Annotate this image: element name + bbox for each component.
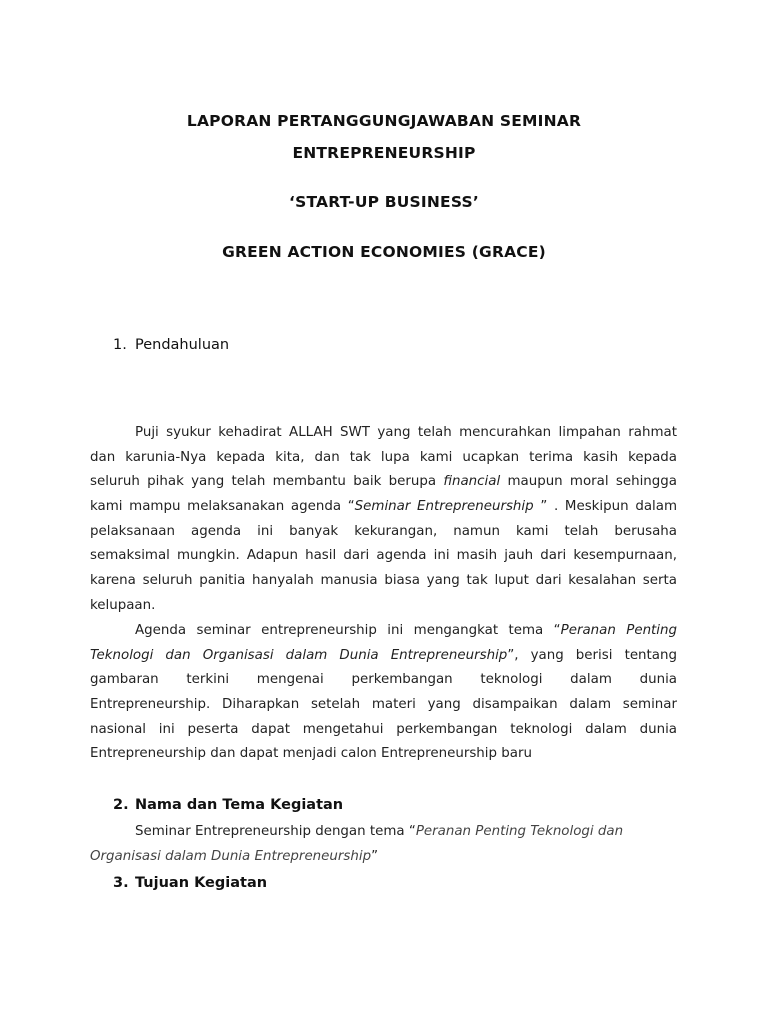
document-title-line-1: LAPORAN PERTANGGUNGJAWABAN SEMINAR bbox=[186, 112, 582, 130]
paragraph-line: Teknologi dan Organisasi dalam Dunia Entrepreneurship”, yang berisi tentang bbox=[90, 647, 677, 663]
section-1-heading bbox=[113, 337, 229, 353]
section-3-heading bbox=[113, 875, 267, 891]
section-2-title: Nama dan Tema Kegiatan bbox=[135, 797, 344, 813]
section-1-title: Pendahuluan bbox=[135, 337, 230, 353]
paragraph-line: karena seluruh panitia hanyalah manusia biasa yang tak luput dari kesalahan serta bbox=[90, 573, 677, 589]
paragraph-line: gambaran terkini mengenai perkembangan teknologi dalam dunia bbox=[90, 672, 677, 688]
organization-title: GREEN ACTION ECONOMIES (GRACE) bbox=[222, 243, 546, 261]
paragraph-line: Organisasi dalam Dunia Entrepreneurship” bbox=[90, 848, 379, 864]
intro-paragraph-2 bbox=[90, 619, 677, 767]
paragraph-line: pelaksanaan agenda ini banyak kekurangan, namun kami telah berusaha bbox=[90, 523, 677, 539]
paragraph-line: Puji syukur kehadirat ALLAH SWT yang telah mencurahkan limpahan rahmat bbox=[135, 425, 677, 440]
paragraph-line: nasional ini peserta dapat mengetahui perkembangan teknologi dalam dunia bbox=[90, 721, 677, 737]
section-3-title: Tujuan Kegiatan bbox=[135, 875, 268, 891]
paragraph-line: Entrepreneurship dan dapat menjadi calon Entrepreneurship baru bbox=[90, 746, 532, 762]
paragraph-line: kelupaan. bbox=[90, 597, 156, 613]
section-3-number: 3. bbox=[113, 875, 129, 891]
section-2-heading bbox=[113, 797, 343, 813]
paragraph-line: Agenda seminar entrepreneurship ini mengangkat tema “Peranan Penting bbox=[135, 623, 677, 638]
document-subtitle: ‘START-UP BUSINESS’ bbox=[289, 193, 479, 211]
intro-paragraph-1 bbox=[90, 421, 677, 619]
paragraph-line: semaksimal mungkin. Adapun hasil dari agenda ini masih jauh dari kesempurnaan, bbox=[90, 548, 677, 564]
section-2-number: 2. bbox=[113, 797, 129, 813]
paragraph-line: Seminar Entrepreneurship dengan tema “Peranan Penting Teknologi dan bbox=[135, 824, 624, 839]
document-title-line-2: ENTREPRENEURSHIP bbox=[292, 144, 476, 162]
paragraph-line: kami mampu melaksanakan agenda “Seminar Entrepreneurship ” . Meskipun dalam bbox=[90, 499, 677, 515]
paragraph-line: Entrepreneurship. Diharapkan setelah materi yang disampaikan dalam seminar bbox=[90, 697, 677, 713]
paragraph-line: dan karunia-Nya kepada kita, dan tak lupa kami ucapkan terima kasih kepada bbox=[90, 449, 677, 465]
theme-paragraph bbox=[90, 820, 677, 869]
paragraph-line: seluruh pihak yang telah membantu baik berupa financial maupun moral sehingga bbox=[90, 474, 677, 490]
section-1-number: 1. bbox=[113, 337, 127, 353]
